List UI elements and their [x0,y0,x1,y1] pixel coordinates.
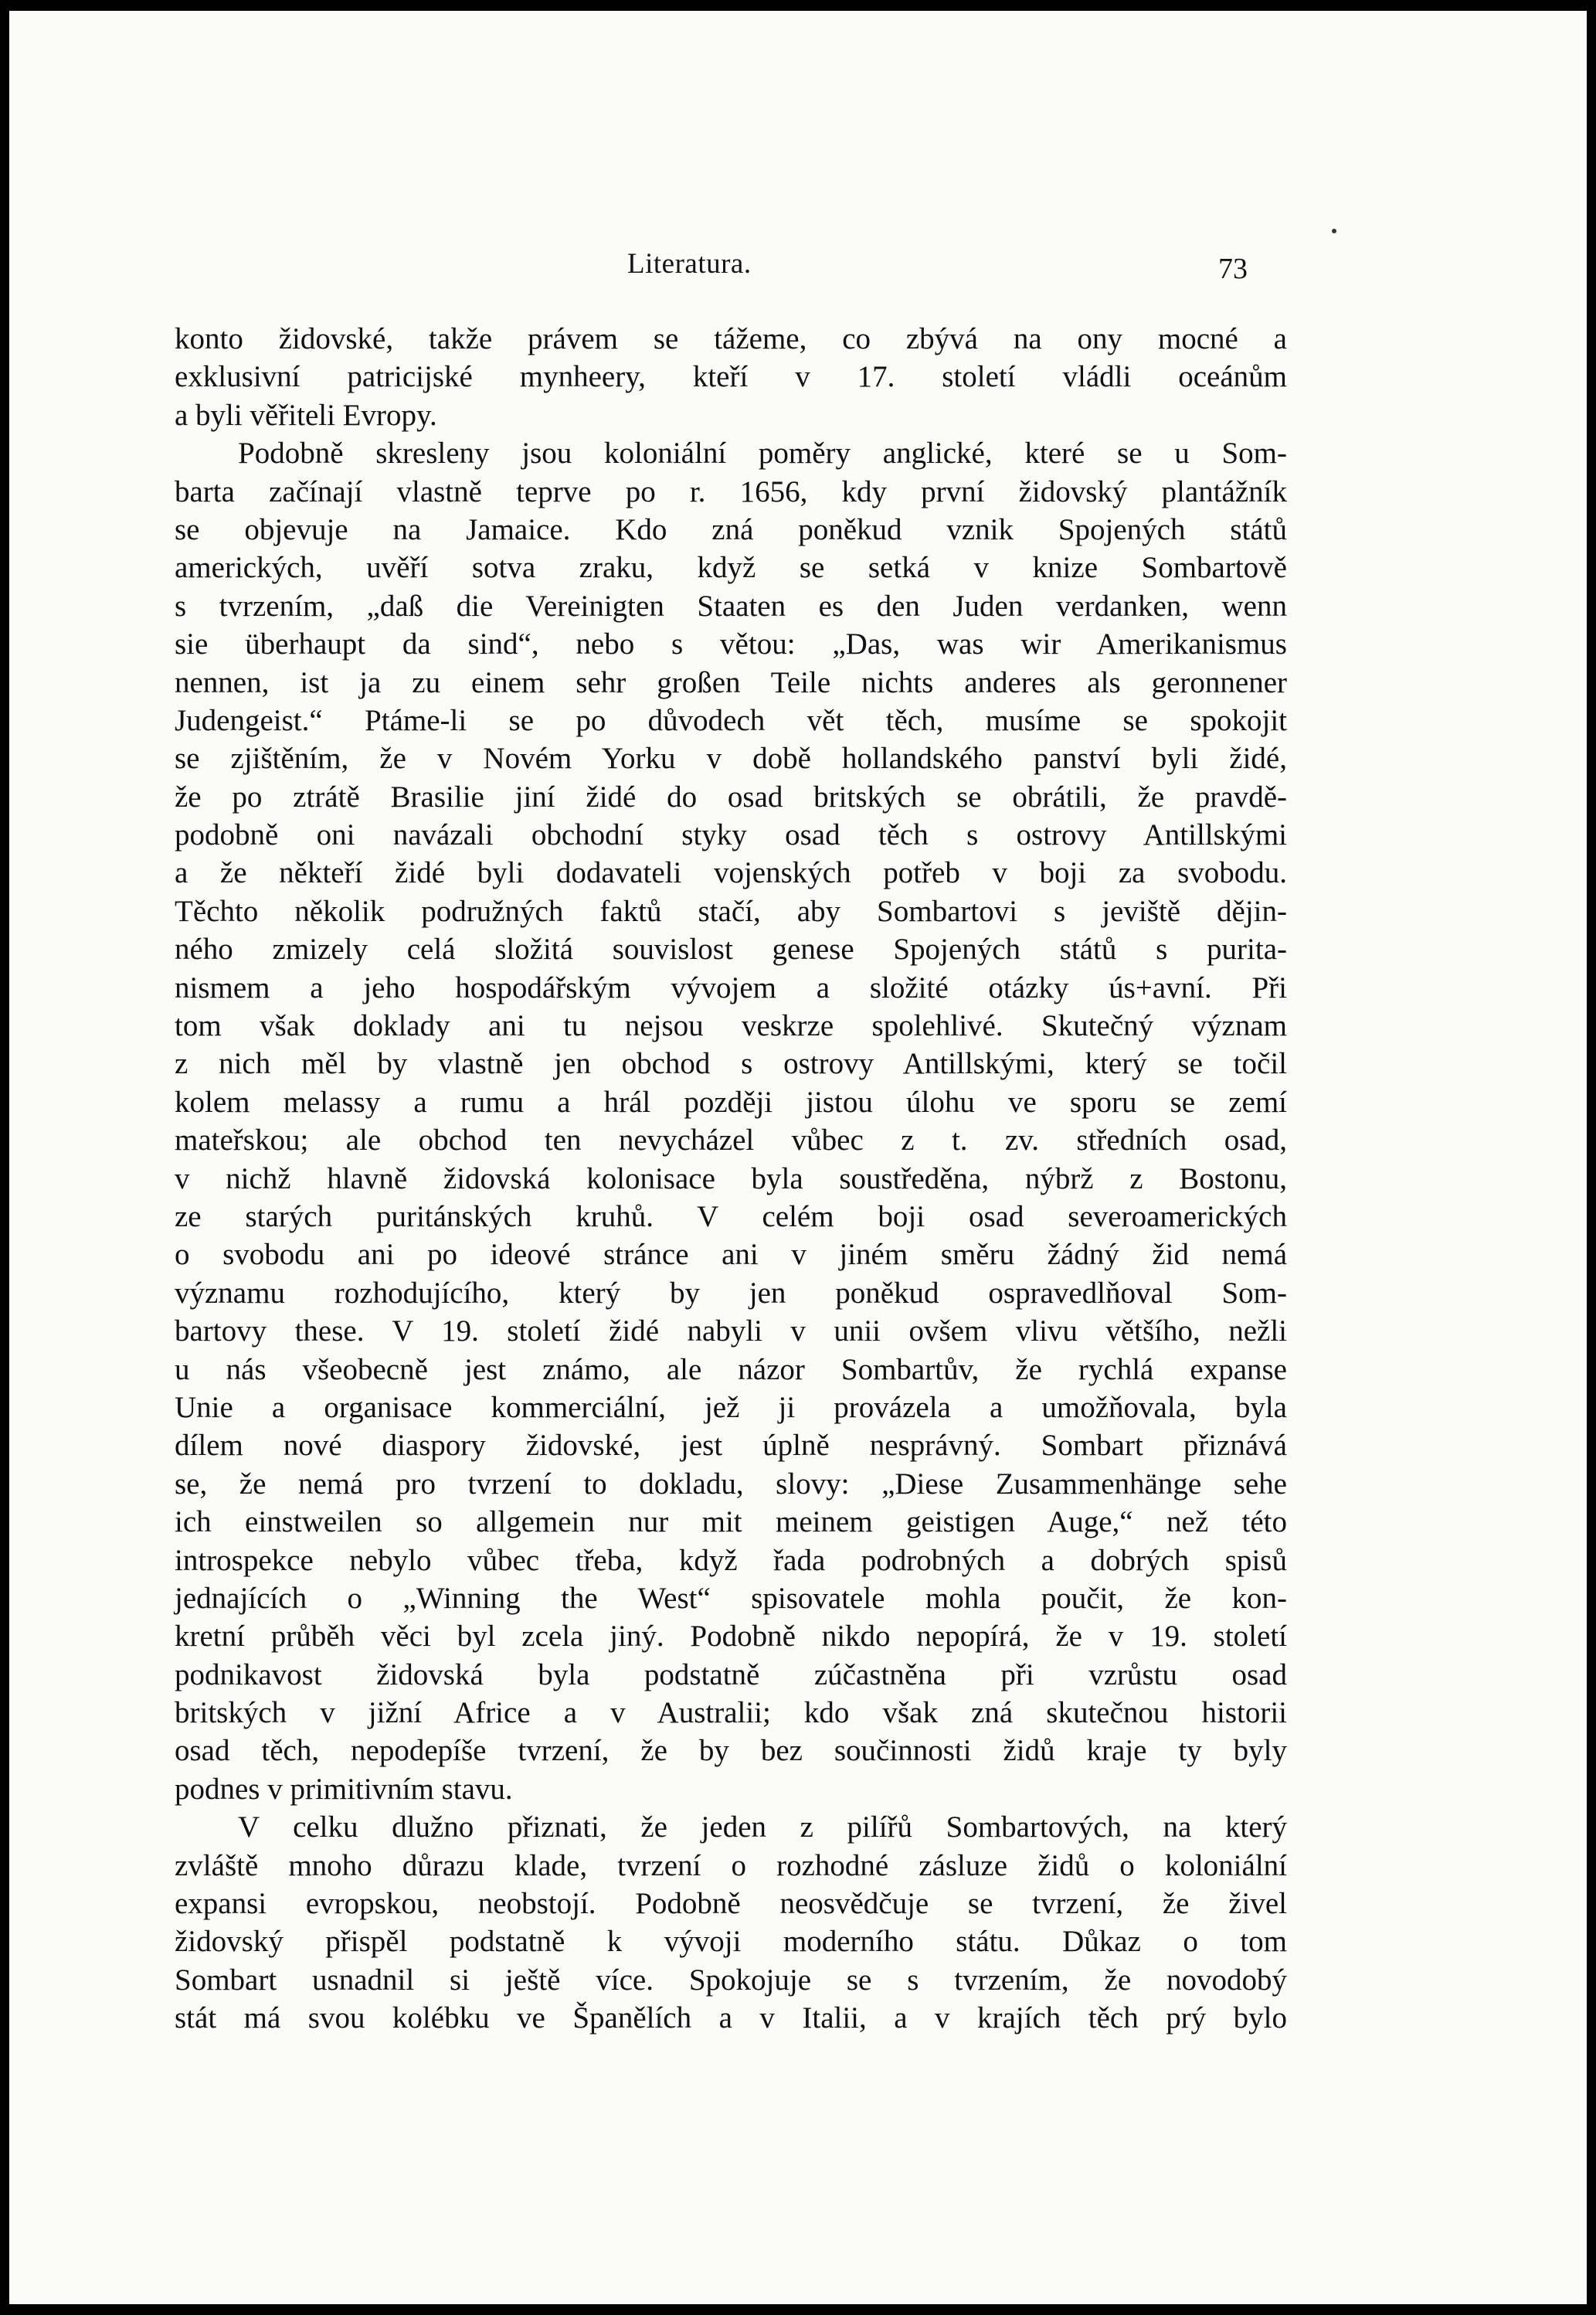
text-line: sie überhaupt da sind“, nebo s větou: „Das, was wir Amerikanismus [175,627,1287,661]
text-line: podnikavost židovská byla podstatně zúčastněna při vzrůstu osad [175,1657,1287,1691]
text-line: barta začínají vlastně teprve po r. 1656, kdy první židovský plantážník [175,474,1287,508]
running-head-title: Literatura. [627,248,752,280]
text-line: stát má svou kolébku ve Španělích a v Italii, a v krajích těch prý bylo [175,2001,1287,2035]
text-line: z nich měl by vlastně jen obchod s ostrovy Antillskými, který se točil [175,1047,1287,1081]
text-line: expansi evropskou, neobstojí. Podobně neosvědčuje se tvrzení, že živel [175,1887,1287,1921]
text-line: introspekce nebylo vůbec třeba, když řada podrobných a dobrých spisů [175,1543,1287,1577]
text-line: amerických, uvěří sotva zraku, když se setká v knize Sombartově [175,551,1287,585]
text-line: se, že nemá pro tvrzení to dokladu, slovy: „Diese Zusammenhänge sehe [175,1467,1287,1501]
text-line: ich einstweilen so allgemein nur mit meinem geistigen Auge,“ než této [175,1505,1287,1539]
text-line: bartovy these. V 19. století židé nabyli v unii ovšem vlivu většího, nežli [175,1314,1287,1348]
text-line: Judengeist.“ Ptáme-li se po důvodech vět těch, musíme se spokojit [175,703,1287,737]
text-line: podnes v primitivním stavu. [175,1772,513,1806]
text-line: osad těch, nepodepíše tvrzení, že by bez součinnosti židů kraje ty byly [175,1734,1287,1768]
text-line: kretní průběh věci byl zcela jiný. Podobně nikdo nepopírá, že v 19. století [175,1620,1287,1654]
text-line: v nichž hlavně židovská kolonisace byla soustředěna, nýbrž z Bostonu, [175,1161,1287,1195]
text-line: s tvrzením, „daß die Vereinigten Staaten es den Juden verdanken, wenn [175,589,1287,623]
text-line: Sombart usnadnil si ještě více. Spokojuje se s tvrzením, že novodobý [175,1963,1287,1997]
text-line: u nás všeobecně jest známo, ale názor Sombartův, že rychlá expanse [175,1352,1287,1386]
text-line: zvláště mnoho důrazu klade, tvrzení o rozhodné zásluze židů o koloniální [175,1848,1287,1882]
running-head [9,247,1587,294]
text-line: židovský přispěl podstatně k vývoji moderního státu. Důkaz o tom [175,1925,1287,1959]
text-line: podobně oni navázali obchodní styky osad těch s ostrovy Antillskými [175,818,1287,852]
text-line: a byli věřiteli Evropy. [175,398,437,432]
text-line: významu rozhodujícího, který by jen poněkud ospravedlňoval Som- [175,1276,1287,1310]
text-line: tom však doklady ani tu nejsou veskrze spolehlivé. Skutečný význam [175,1009,1287,1043]
text-line: mateřskou; ale obchod ten nevycházel vůbec z t. zv. středních osad, [175,1124,1287,1158]
body-text [175,320,1287,2038]
ink-speck [1332,229,1336,233]
text-line: konto židovské, takže právem se tážeme, co zbývá na ony mocné a [175,322,1287,355]
text-line: nennen, ist ja zu einem sehr großen Teile nichts anderes als geronnener [175,665,1287,699]
text-line: ze starých puritánských kruhů. V celém boji osad severoamerických [175,1199,1287,1233]
text-line: jednajících o „Winning the West“ spisovatele mohla poučit, že kon- [175,1581,1287,1615]
book-page [9,11,1587,2304]
text-line: o svobodu ani po ideové stránce ani v jiném směru žádný žid nemá [175,1238,1287,1272]
text-line: ného zmizely celá složitá souvislost genese Spojených států s purita- [175,933,1287,967]
text-line: exklusivní patricijské mynheery, kteří v 17. století vládli oceánům [175,360,1287,394]
text-line: že po ztrátě Brasilie jiní židé do osad britských se obrátili, že pravdě- [175,780,1287,814]
text-line: Těchto několik podružných faktů stačí, aby Sombartovi s jeviště dějin- [175,894,1287,928]
text-line: se zjištěním, že v Novém Yorku v době hollandského panství byli židé, [175,742,1287,776]
text-line: dílem nové diaspory židovské, jest úplně nesprávný. Sombart přiznává [175,1429,1287,1463]
text-line: Podobně skresleny jsou koloniální poměry anglické, které se u Som- [238,437,1287,471]
text-line: a že někteří židé byli dodavateli vojenských potřeb v boji za svobodu. [175,856,1287,890]
text-line: britských v jižní Africe a v Australii; kdo však zná skutečnou historii [175,1696,1287,1730]
text-line: se objevuje na Jamaice. Kdo zná poněkud vznik Spojených států [175,512,1287,546]
text-line: Unie a organisace kommerciální, jež ji provázela a umožňovala, byla [175,1390,1287,1424]
text-line: V celku dlužno přiznati, že jeden z pilířů Sombartových, na který [238,1810,1287,1844]
text-line: kolem melassy a rumu a hrál později jistou úlohu ve sporu se zemí [175,1085,1287,1119]
page-number: 73 [1218,253,1248,285]
text-line: nismem a jeho hospodářským vývojem a složité otázky ús+avní. Při [175,971,1287,1005]
